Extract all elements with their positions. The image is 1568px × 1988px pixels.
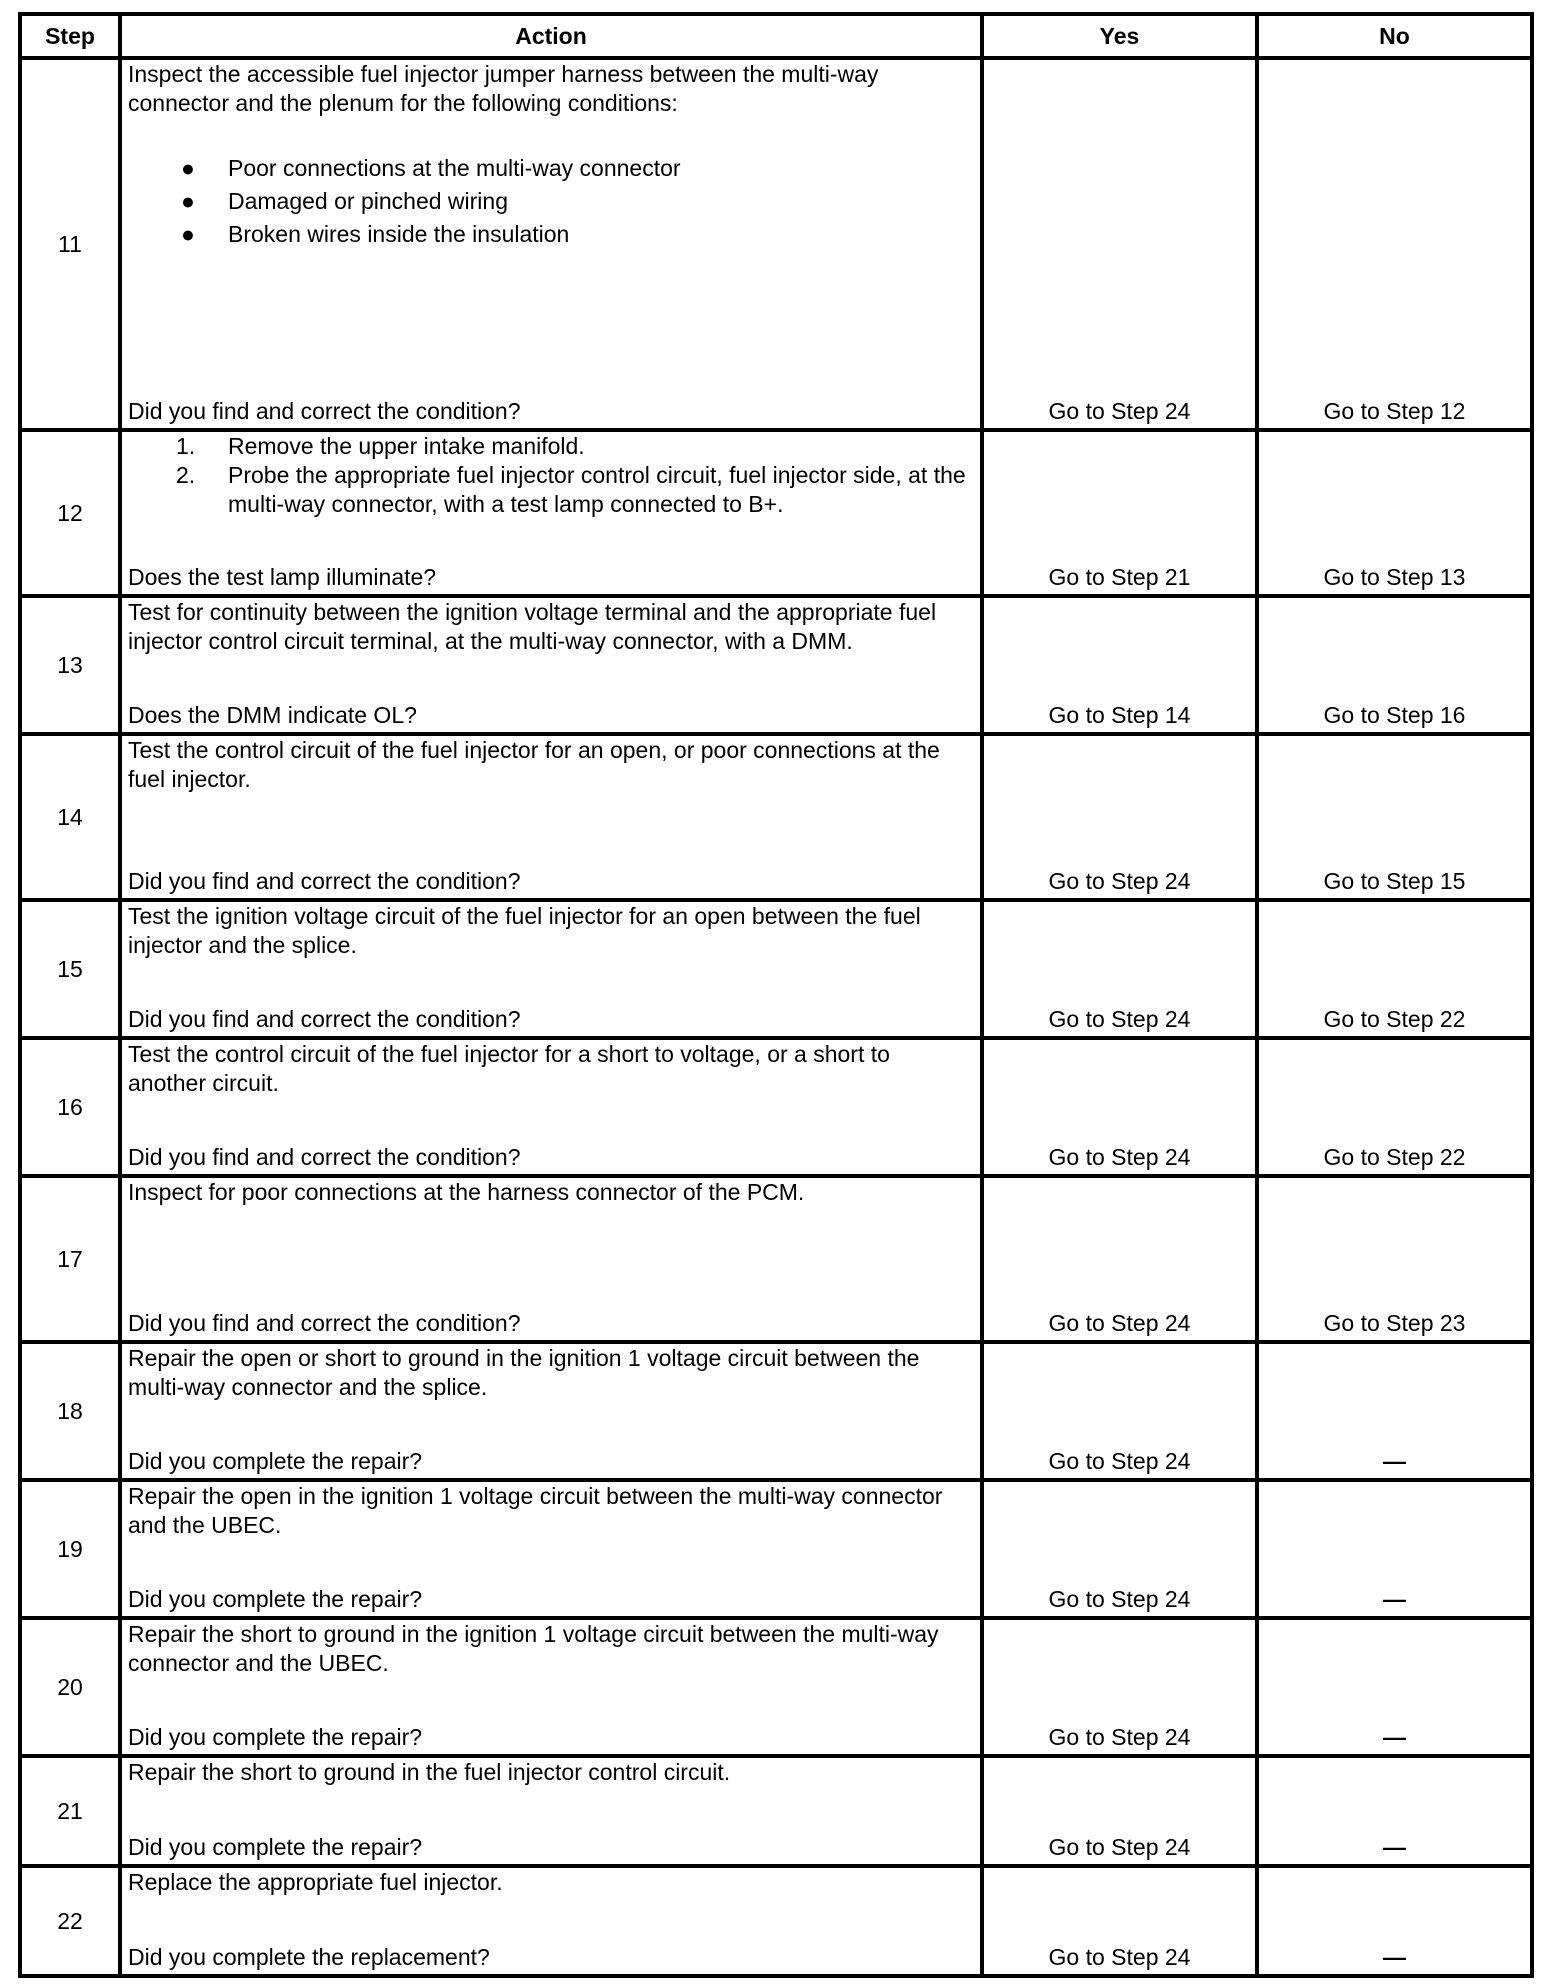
no-result: —	[1257, 1866, 1532, 1976]
no-result: Go to Step 12	[1257, 58, 1532, 430]
yes-result: Go to Step 24	[982, 1618, 1257, 1756]
question-text: Does the DMM indicate OL?	[128, 702, 417, 728]
action-cell	[120, 900, 982, 1038]
no-result: —	[1257, 1618, 1532, 1756]
yes-result: Go to Step 24	[982, 1342, 1257, 1480]
table-row	[20, 1480, 1532, 1618]
no-result: Go to Step 16	[1257, 596, 1532, 734]
table-row	[20, 430, 1532, 596]
list-item-text: Broken wires inside the insulation	[228, 221, 570, 247]
list-item-text: Probe the appropriate fuel injector control circuit, fuel injector side, at the multi-way connector, with a test lamp connected to B+.	[228, 462, 966, 517]
step-number: 11	[20, 58, 120, 430]
step-number: 14	[20, 734, 120, 900]
action-text: Repair the short to ground in the ignition 1 voltage circuit between the multi-way connector and the UBEC.	[128, 1621, 939, 1676]
diagnostic-table-container	[18, 12, 1530, 1978]
action-text: Test the control circuit of the fuel injector for an open, or poor connections at the fuel injector.	[128, 737, 940, 792]
yes-result: Go to Step 24	[982, 1480, 1257, 1618]
action-text: Repair the short to ground in the fuel injector control circuit.	[128, 1759, 731, 1785]
yes-result: Go to Step 24	[982, 1866, 1257, 1976]
table-row	[20, 1618, 1532, 1756]
step-number: 17	[20, 1176, 120, 1342]
table-row	[20, 1176, 1532, 1342]
action-text: Test for continuity between the ignition voltage terminal and the appropriate fuel injector control circuit terminal, at the multi-way connector, with a DMM.	[128, 599, 937, 654]
list-item	[128, 218, 974, 251]
header-no: No	[1257, 14, 1532, 58]
header-yes: Yes	[982, 14, 1257, 58]
list-item	[128, 461, 974, 519]
list-item	[128, 432, 974, 461]
question-text: Did you find and correct the condition?	[128, 1144, 521, 1170]
table-row	[20, 1342, 1532, 1480]
condition-list	[128, 152, 974, 251]
list-item	[128, 152, 974, 185]
step-number: 15	[20, 900, 120, 1038]
no-result: Go to Step 22	[1257, 900, 1532, 1038]
header-step: Step	[20, 14, 120, 58]
question-text: Did you complete the repair?	[128, 1448, 423, 1474]
question-text: Does the test lamp illuminate?	[128, 564, 437, 590]
table-row	[20, 1038, 1532, 1176]
no-result: Go to Step 13	[1257, 430, 1532, 596]
step-number: 16	[20, 1038, 120, 1176]
action-cell	[120, 1480, 982, 1618]
diagnostic-table	[18, 12, 1534, 1978]
list-item-text: Remove the upper intake manifold.	[228, 433, 585, 459]
yes-result: Go to Step 24	[982, 900, 1257, 1038]
header-row	[20, 14, 1532, 58]
action-cell	[120, 1756, 982, 1866]
yes-result: Go to Step 21	[982, 430, 1257, 596]
action-cell	[120, 430, 982, 596]
step-number: 22	[20, 1866, 120, 1976]
table-row	[20, 58, 1532, 430]
question-text: Did you find and correct the condition?	[128, 398, 521, 424]
question-text: Did you complete the repair?	[128, 1586, 423, 1612]
table-body	[20, 58, 1532, 1976]
action-text: Replace the appropriate fuel injector.	[128, 1869, 503, 1895]
question-text: Did you complete the replacement?	[128, 1944, 490, 1970]
step-number: 21	[20, 1756, 120, 1866]
table-row	[20, 1756, 1532, 1866]
question-text: Did you complete the repair?	[128, 1724, 423, 1750]
action-text: Test the control circuit of the fuel injector for a short to voltage, or a short to another circuit.	[128, 1041, 890, 1096]
no-result: —	[1257, 1342, 1532, 1480]
table-row	[20, 1866, 1532, 1976]
action-text: Test the ignition voltage circuit of the fuel injector for an open between the fuel injector and the splice.	[128, 903, 921, 958]
bullet-icon: ●	[181, 188, 195, 214]
no-result: Go to Step 15	[1257, 734, 1532, 900]
table-row	[20, 734, 1532, 900]
yes-result: Go to Step 24	[982, 58, 1257, 430]
action-text: Repair the open or short to ground in the ignition 1 voltage circuit between the multi-way connector and the splice.	[128, 1345, 920, 1400]
no-result: Go to Step 23	[1257, 1176, 1532, 1342]
list-item-text: Damaged or pinched wiring	[228, 188, 508, 214]
list-item-text: Poor connections at the multi-way connector	[228, 155, 681, 181]
step-number: 20	[20, 1618, 120, 1756]
action-cell	[120, 1038, 982, 1176]
no-result: —	[1257, 1756, 1532, 1866]
action-cell	[120, 596, 982, 734]
yes-result: Go to Step 14	[982, 596, 1257, 734]
action-cell	[120, 734, 982, 900]
yes-result: Go to Step 24	[982, 734, 1257, 900]
list-item	[128, 185, 974, 218]
yes-result: Go to Step 24	[982, 1038, 1257, 1176]
yes-result: Go to Step 24	[982, 1176, 1257, 1342]
step-number: 13	[20, 596, 120, 734]
question-text: Did you complete the repair?	[128, 1834, 423, 1860]
numbered-steps	[128, 432, 974, 519]
list-item-number: 2.	[176, 462, 196, 488]
bullet-icon: ●	[181, 221, 195, 247]
step-number: 18	[20, 1342, 120, 1480]
table-row	[20, 900, 1532, 1038]
step-number: 12	[20, 430, 120, 596]
action-text: Inspect the accessible fuel injector jumper harness between the multi-way connector and the plenum for the following conditions:	[128, 61, 879, 116]
question-text: Did you find and correct the condition?	[128, 868, 521, 894]
step-number: 19	[20, 1480, 120, 1618]
action-text: Inspect for poor connections at the harness connector of the PCM.	[128, 1179, 805, 1205]
table-row	[20, 596, 1532, 734]
no-result: Go to Step 22	[1257, 1038, 1532, 1176]
action-cell	[120, 58, 982, 430]
action-text: Repair the open in the ignition 1 voltage circuit between the multi-way connector and the UBEC.	[128, 1483, 943, 1538]
header-action: Action	[120, 14, 982, 58]
action-cell	[120, 1176, 982, 1342]
list-item-number: 1.	[176, 433, 196, 459]
no-result: —	[1257, 1480, 1532, 1618]
action-cell	[120, 1342, 982, 1480]
action-cell	[120, 1866, 982, 1976]
bullet-icon: ●	[181, 155, 195, 181]
question-text: Did you find and correct the condition?	[128, 1006, 521, 1032]
action-cell	[120, 1618, 982, 1756]
question-text: Did you find and correct the condition?	[128, 1310, 521, 1336]
yes-result: Go to Step 24	[982, 1756, 1257, 1866]
